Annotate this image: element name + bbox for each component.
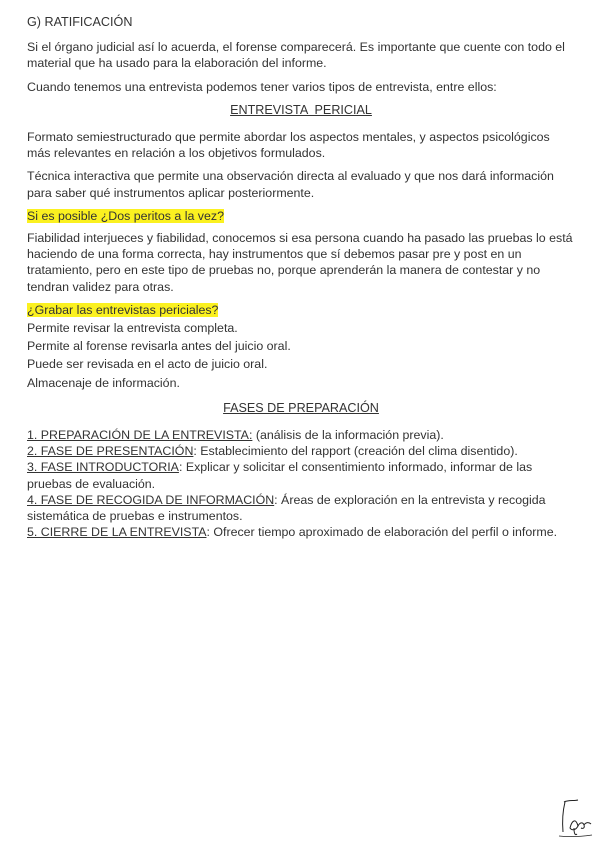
phase-item bbox=[27, 524, 575, 540]
phase-text: : Explicar y solicitar el consentimiento informado, informar de las pruebas de evaluación. bbox=[27, 460, 533, 491]
section-title-entrevista-pericial: ENTREVISTA PERICIAL bbox=[230, 102, 372, 117]
phase-label: 3. FASE INTRODUCTORIA bbox=[27, 460, 179, 475]
list-item: Almacenaje de información. bbox=[27, 375, 180, 390]
phase-label: 5. CIERRE DE LA ENTREVISTA bbox=[27, 525, 207, 540]
phase-item bbox=[27, 459, 575, 491]
phase-text: : Áreas de exploración en la entrevista y recogida sistemática de pruebas e instrumentos. bbox=[27, 492, 546, 524]
paragraph-formato: Formato semiestructurado que permite abordar los aspectos mentales, y aspectos psicológicos más relevantes en relación a los objetivos formulados. bbox=[27, 130, 550, 161]
phase-item bbox=[27, 443, 575, 459]
question-grabar bbox=[27, 302, 575, 318]
phase-item bbox=[27, 492, 575, 524]
paragraph-tecnica: Técnica interactiva que permite una observación directa al evaluado y que nos dará información para saber qué instrumentos aplicar posteriormente. bbox=[27, 169, 554, 200]
phase-text: : Ofrecer tiempo aproximado de elaboración del perfil o informe. bbox=[206, 525, 558, 540]
signature-mark bbox=[556, 798, 596, 840]
phase-label: 2. FASE DE PRESENTACIÓN bbox=[27, 444, 194, 459]
paragraph-fiabilidad: Fiabilidad interjueces y fiabilidad, conocemos si esa persona cuando ha pasado las pruebas lo está haciendo de una forma correcta, hay instrumentos que sí debemos pasar pre y post en un tratamiento, pero en este tipo de pruebas no, porque aprenderán la manera de contestar y no tendran validez para otras. bbox=[27, 231, 573, 294]
phase-text: : Establecimiento del rapport (creación del clima disentido). bbox=[193, 444, 518, 459]
question-dos-peritos-text: Si es posible ¿Dos peritos a la vez? bbox=[27, 208, 224, 223]
list-item: Puede ser revisada en el acto de juicio oral. bbox=[27, 357, 268, 372]
phase-item bbox=[27, 427, 575, 443]
phase-label: 1. PREPARACIÓN DE LA ENTREVISTA: bbox=[27, 428, 253, 443]
section-title-ratificacion: G) RATIFICACIÓN bbox=[27, 15, 133, 29]
phase-text: (análisis de la información previa). bbox=[252, 428, 444, 443]
list-item: Permite al forense revisarla antes del juicio oral. bbox=[27, 339, 291, 354]
list-item: Permite revisar la entrevista completa. bbox=[27, 321, 238, 336]
document-page bbox=[27, 14, 575, 540]
question-dos-peritos bbox=[27, 208, 575, 224]
paragraph-ratificacion: Si el órgano judicial así lo acuerda, el forense comparecerá. Es importante que cuente con todo el material que ha usado para la elaboración del informe. bbox=[27, 40, 565, 71]
phase-label: 4. FASE DE RECOGIDA DE INFORMACIÓN bbox=[27, 492, 275, 507]
section-title-fases: FASES DE PREPARACIÓN bbox=[223, 400, 379, 415]
question-grabar-text: ¿Grabar las entrevistas periciales? bbox=[27, 302, 219, 317]
paragraph-tipos-entrevista: Cuando tenemos una entrevista podemos tener varios tipos de entrevista, entre ellos: bbox=[27, 79, 497, 94]
